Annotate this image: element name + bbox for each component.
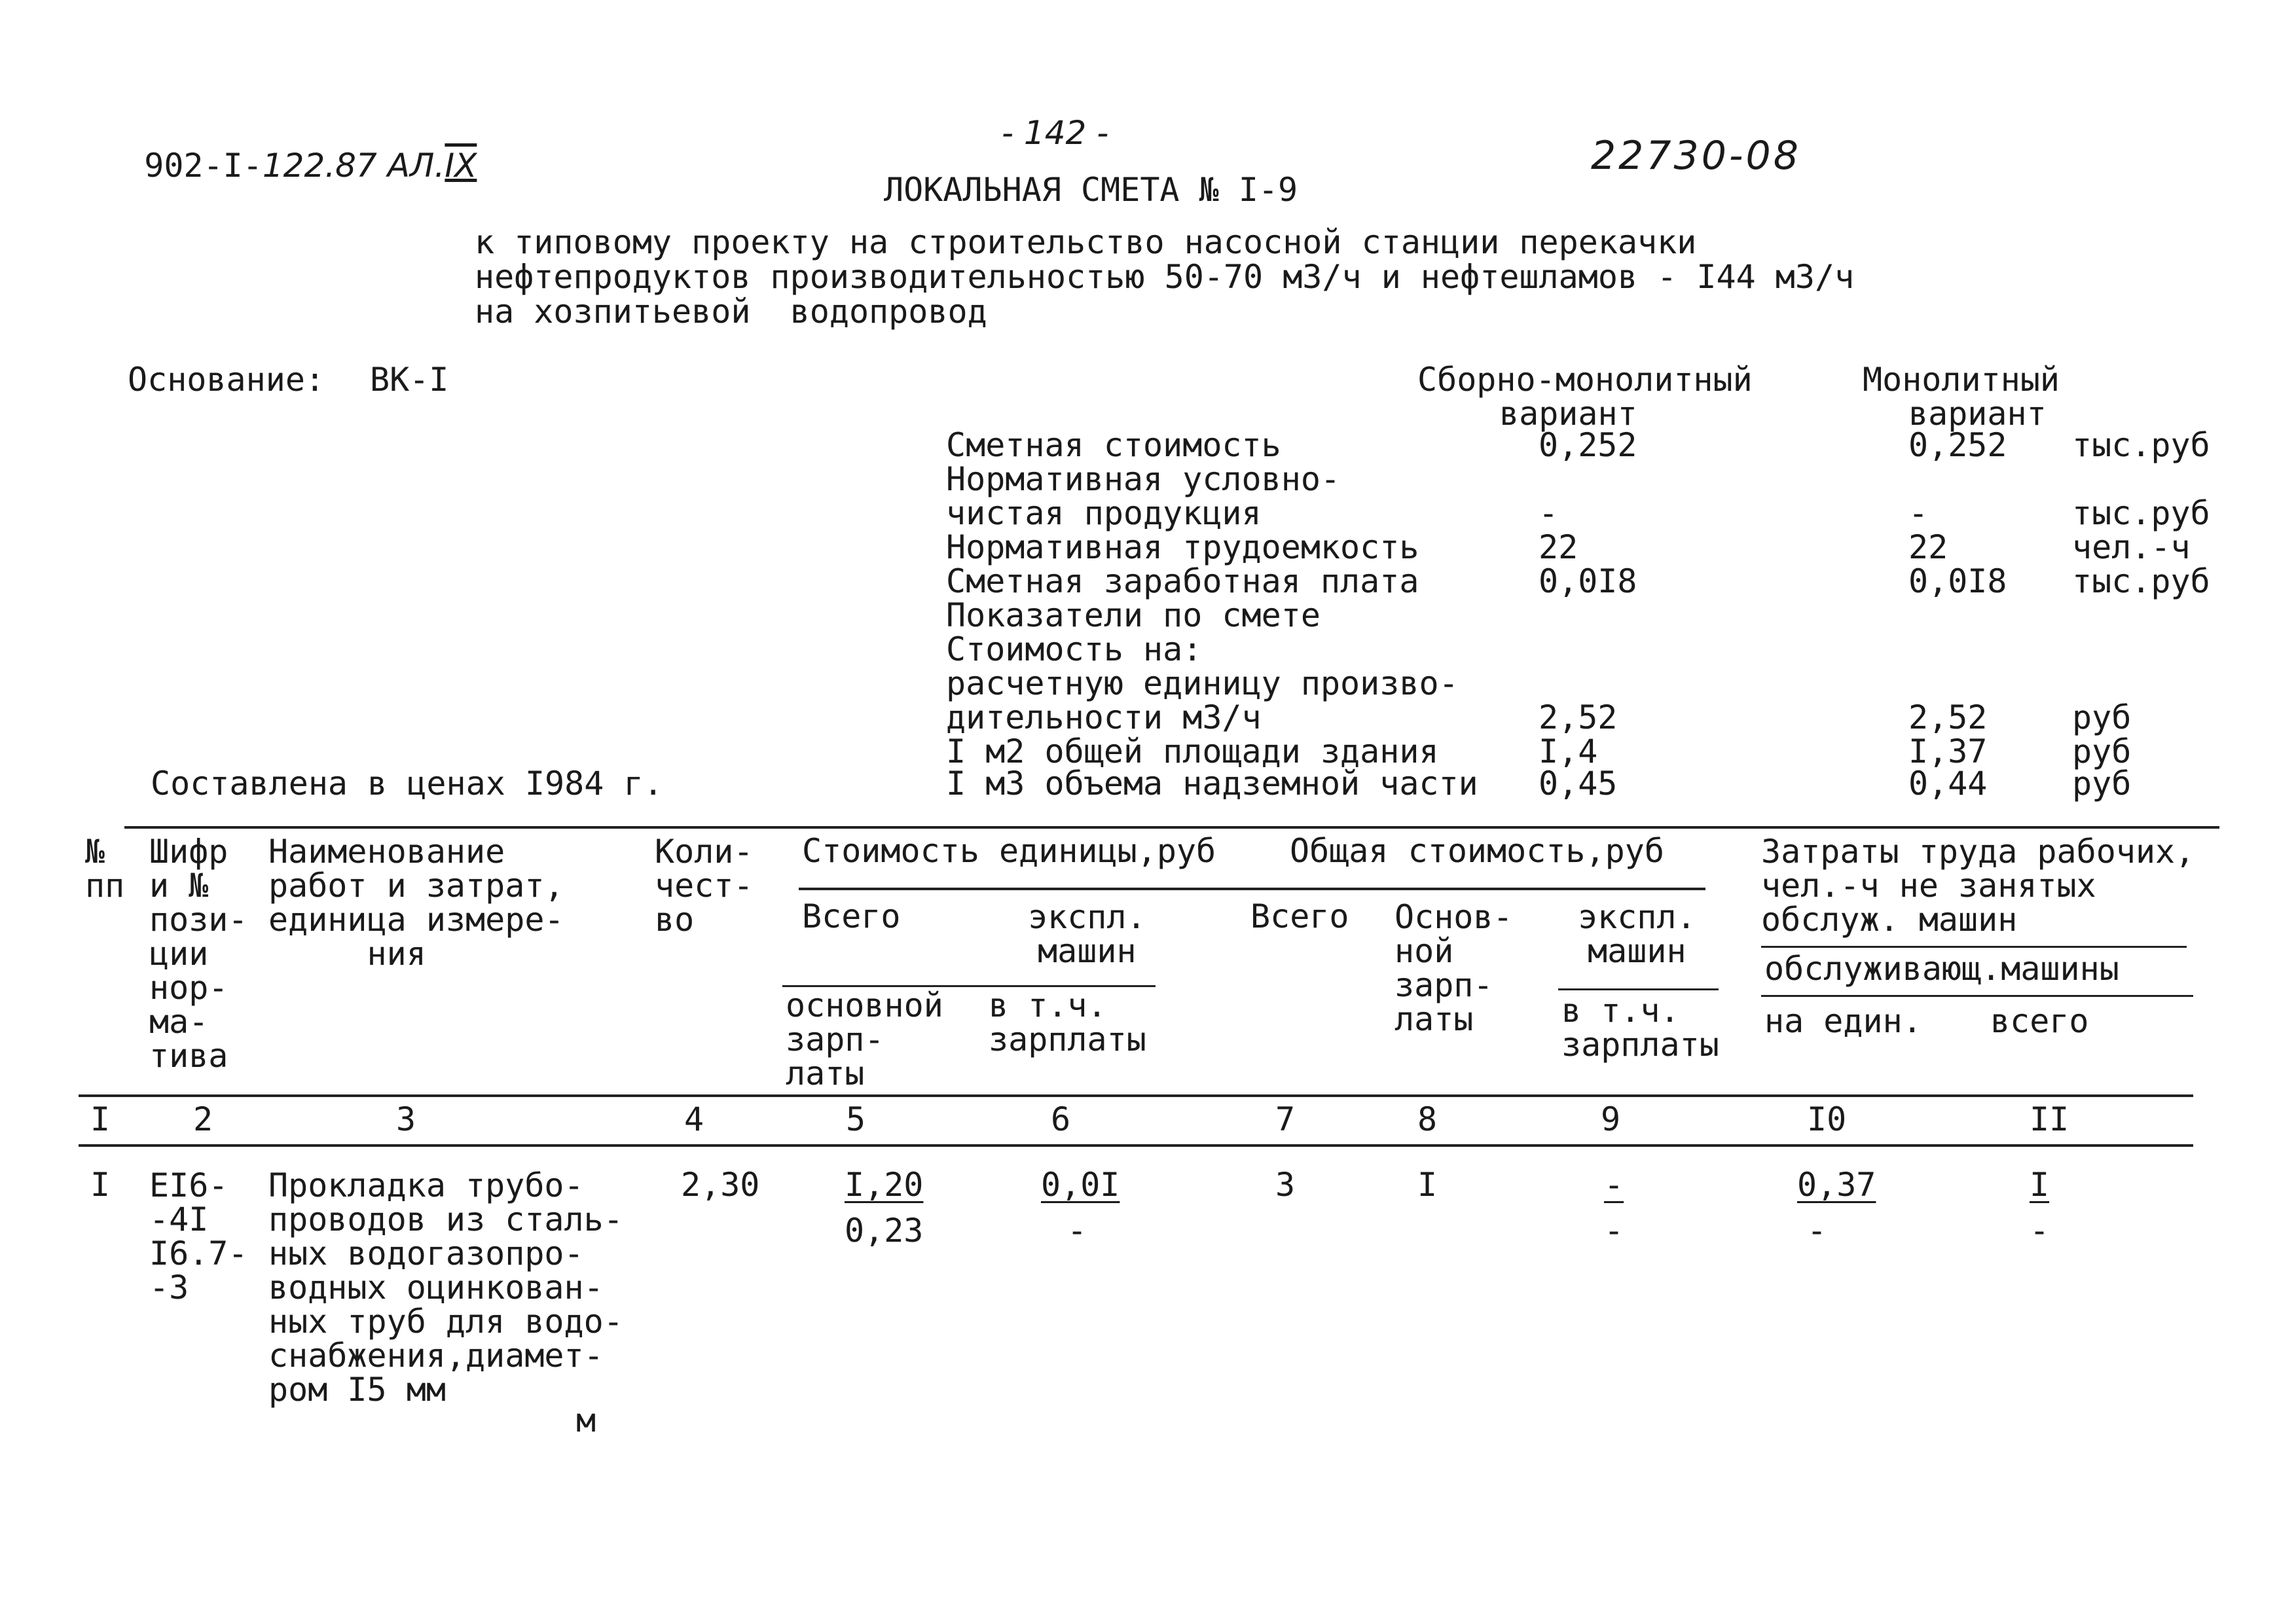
- summary-row-3-v2: 22: [1908, 528, 1948, 566]
- prices-note: Составлена в ценах I984 г.: [151, 765, 663, 803]
- header-labor-per-unit: на един.: [1764, 1002, 1922, 1040]
- summary-row-0-label: Сметная стоимость: [946, 426, 1281, 464]
- stamp-number: 22730-08: [1591, 133, 1801, 179]
- row-1-total-machine: -: [1604, 1166, 1624, 1204]
- summary-row-8-label: дительности м3/ч: [946, 698, 1262, 736]
- header-total-machine: экспл. машин: [1578, 898, 1696, 970]
- basis-value: ВК-I: [370, 361, 449, 399]
- row-1-unit: м: [576, 1401, 596, 1439]
- summary-row-10-unit: руб: [2072, 765, 2132, 803]
- header-total-cost: Общая стоимость,руб: [1290, 832, 1664, 870]
- header-bottom-rule: [79, 1094, 2193, 1097]
- column-number-4: 4: [684, 1100, 704, 1138]
- summary-row-9-unit: руб: [2072, 732, 2132, 770]
- row-1-total-machine-salary: -: [1604, 1212, 1624, 1250]
- summary-col2-header-line1: Монолитный: [1863, 361, 2060, 399]
- summary-row-10-v2: 0,44: [1908, 765, 1988, 803]
- header-c3: Наименование работ и затрат, единица измере- ния: [268, 833, 564, 973]
- column-number-3: 3: [396, 1100, 416, 1138]
- column-number-11: II: [2030, 1100, 2069, 1138]
- header-total-machine-salary: в т.ч. зарплаты: [1561, 992, 1719, 1064]
- table-top-rule: [124, 826, 2219, 829]
- summary-row-9-v2: I,37: [1908, 732, 1988, 770]
- row-1-code: ЕI6- -4I I6.7- -3: [149, 1166, 248, 1307]
- summary-row-2-label: чистая продукция: [946, 494, 1262, 532]
- subtitle-line-1: к типовому проекту на строительство насосной станции перекачки: [475, 223, 1697, 261]
- column-number-9: 9: [1601, 1100, 1621, 1138]
- column-number-6: 6: [1051, 1100, 1071, 1138]
- row-1-unit-machine-salary: -: [1067, 1212, 1087, 1250]
- labor-header-rule: [1761, 946, 2187, 948]
- summary-row-5-label: Показатели по смете: [946, 596, 1321, 634]
- header-unit-salary: основной зарп- латы: [786, 986, 943, 1092]
- cost-header-rule: [799, 888, 1705, 890]
- header-total-total: Всего: [1250, 897, 1349, 935]
- header-total-salary: Основ- ной зарп- латы: [1394, 898, 1513, 1038]
- labor-sub-rule: [1761, 995, 2193, 997]
- summary-row-3-label: Нормативная трудоемкость: [946, 528, 1419, 566]
- column-number-7: 7: [1275, 1100, 1296, 1138]
- column-number-8: 8: [1417, 1100, 1438, 1138]
- summary-col2-header-line2: вариант: [1908, 395, 2047, 433]
- row-1-num: I: [90, 1166, 111, 1204]
- row-1-total-salary: I: [1417, 1166, 1438, 1204]
- summary-row-10-v1: 0,45: [1539, 765, 1618, 803]
- summary-row-2-v1: -: [1539, 494, 1559, 532]
- page-title: ЛОКАЛЬНАЯ СМЕТА № I-9: [884, 171, 1298, 209]
- summary-row-2-unit: тыс.руб: [2072, 494, 2210, 532]
- row-1-name: Прокладка трубо- проводов из сталь- ных водогазопро- водных оцинкован- ных труб для водо- снабжения,диамет- ром I5 мм: [268, 1166, 623, 1409]
- summary-row-0-v1: 0,252: [1539, 426, 1637, 464]
- row-1-labor-per-unit: 0,37: [1797, 1166, 1876, 1204]
- doc-code-handwritten: 122.87 АЛ.: [262, 147, 445, 185]
- column-number-1: I: [90, 1100, 111, 1138]
- summary-row-2-v2: -: [1908, 494, 1929, 532]
- basis-label: Основание:: [128, 361, 325, 399]
- summary-row-8-v2: 2,52: [1908, 698, 1988, 736]
- row-1-labor-total-machine: -: [2030, 1212, 2050, 1250]
- header-unit-total: Всего: [802, 897, 901, 935]
- column-number-2: 2: [193, 1100, 213, 1138]
- doc-code: [105, 117, 477, 185]
- summary-row-3-unit: чел.-ч: [2072, 528, 2191, 566]
- header-labor-total: всего: [1990, 1002, 2089, 1040]
- summary-row-9-label: I м2 общей площади здания: [946, 732, 1439, 770]
- row-1-labor-per-unit-machine: -: [1807, 1212, 1827, 1250]
- header-labor: Затраты труда рабочих, чел.-ч не занятых обслуж. машин: [1761, 833, 2195, 939]
- page-number: - 142 -: [1002, 114, 1109, 152]
- row-1-unit-machine: 0,0I: [1041, 1166, 1120, 1204]
- row-1-labor-total: I: [2030, 1166, 2050, 1204]
- summary-row-4-unit: тыс.руб: [2072, 562, 2210, 600]
- summary-row-4-v2: 0,0I8: [1908, 562, 2007, 600]
- row-1-total-total: 3: [1275, 1166, 1296, 1204]
- summary-row-10-label: I м3 объема надземной части: [946, 765, 1478, 803]
- summary-row-3-v1: 22: [1539, 528, 1578, 566]
- summary-row-0-unit: тыс.руб: [2072, 426, 2210, 464]
- summary-row-6-label: Стоимость на:: [946, 630, 1203, 668]
- subtitle-line-2: нефтепродуктов производительностью 50-70 м3/ч и нефтешламов - I44 м3/ч: [475, 258, 1855, 296]
- header-c1: № пп: [85, 833, 125, 905]
- summary-row-8-v1: 2,52: [1539, 698, 1618, 736]
- header-c2: Шифр и № пози- ции нор- ма- тива: [149, 833, 248, 1075]
- header-unit-machine-salary: в т.ч. зарплаты: [989, 986, 1146, 1058]
- column-number-rule: [79, 1144, 2193, 1147]
- doc-code-prefix: 902-I-: [144, 147, 263, 185]
- summary-row-1-label: Нормативная условно-: [946, 460, 1341, 498]
- summary-col1-header-line1: Сборно-монолитный: [1417, 361, 1753, 399]
- summary-col1-header-line2: вариант: [1499, 395, 1637, 433]
- summary-row-8-unit: руб: [2072, 698, 2132, 736]
- summary-row-4-v1: 0,0I8: [1539, 562, 1637, 600]
- row-1-qty: 2,30: [681, 1166, 760, 1204]
- row-1-unit-salary: 0,23: [845, 1212, 924, 1250]
- header-c4: Коли- чест- во: [655, 833, 754, 939]
- total-sub-rule: [1558, 988, 1719, 990]
- row-1-unit-total: I,20: [845, 1166, 924, 1204]
- header-unit-machine: экспл. машин: [1028, 898, 1146, 970]
- header-unit-cost: Стоимость единицы,руб: [802, 832, 1216, 870]
- summary-row-0-v2: 0,252: [1908, 426, 2007, 464]
- column-number-5: 5: [846, 1100, 866, 1138]
- subtitle-line-3: на хозпитьевой водопровод: [475, 293, 987, 331]
- column-number-10: I0: [1807, 1100, 1847, 1138]
- doc-code-roman: IX: [445, 147, 477, 185]
- summary-row-7-label: расчетную единицу произво-: [946, 664, 1459, 702]
- summary-row-4-label: Сметная заработная плата: [946, 562, 1419, 600]
- header-labor-machine: обслуживающ.машины: [1764, 950, 2119, 988]
- summary-row-9-v1: I,4: [1539, 732, 1598, 770]
